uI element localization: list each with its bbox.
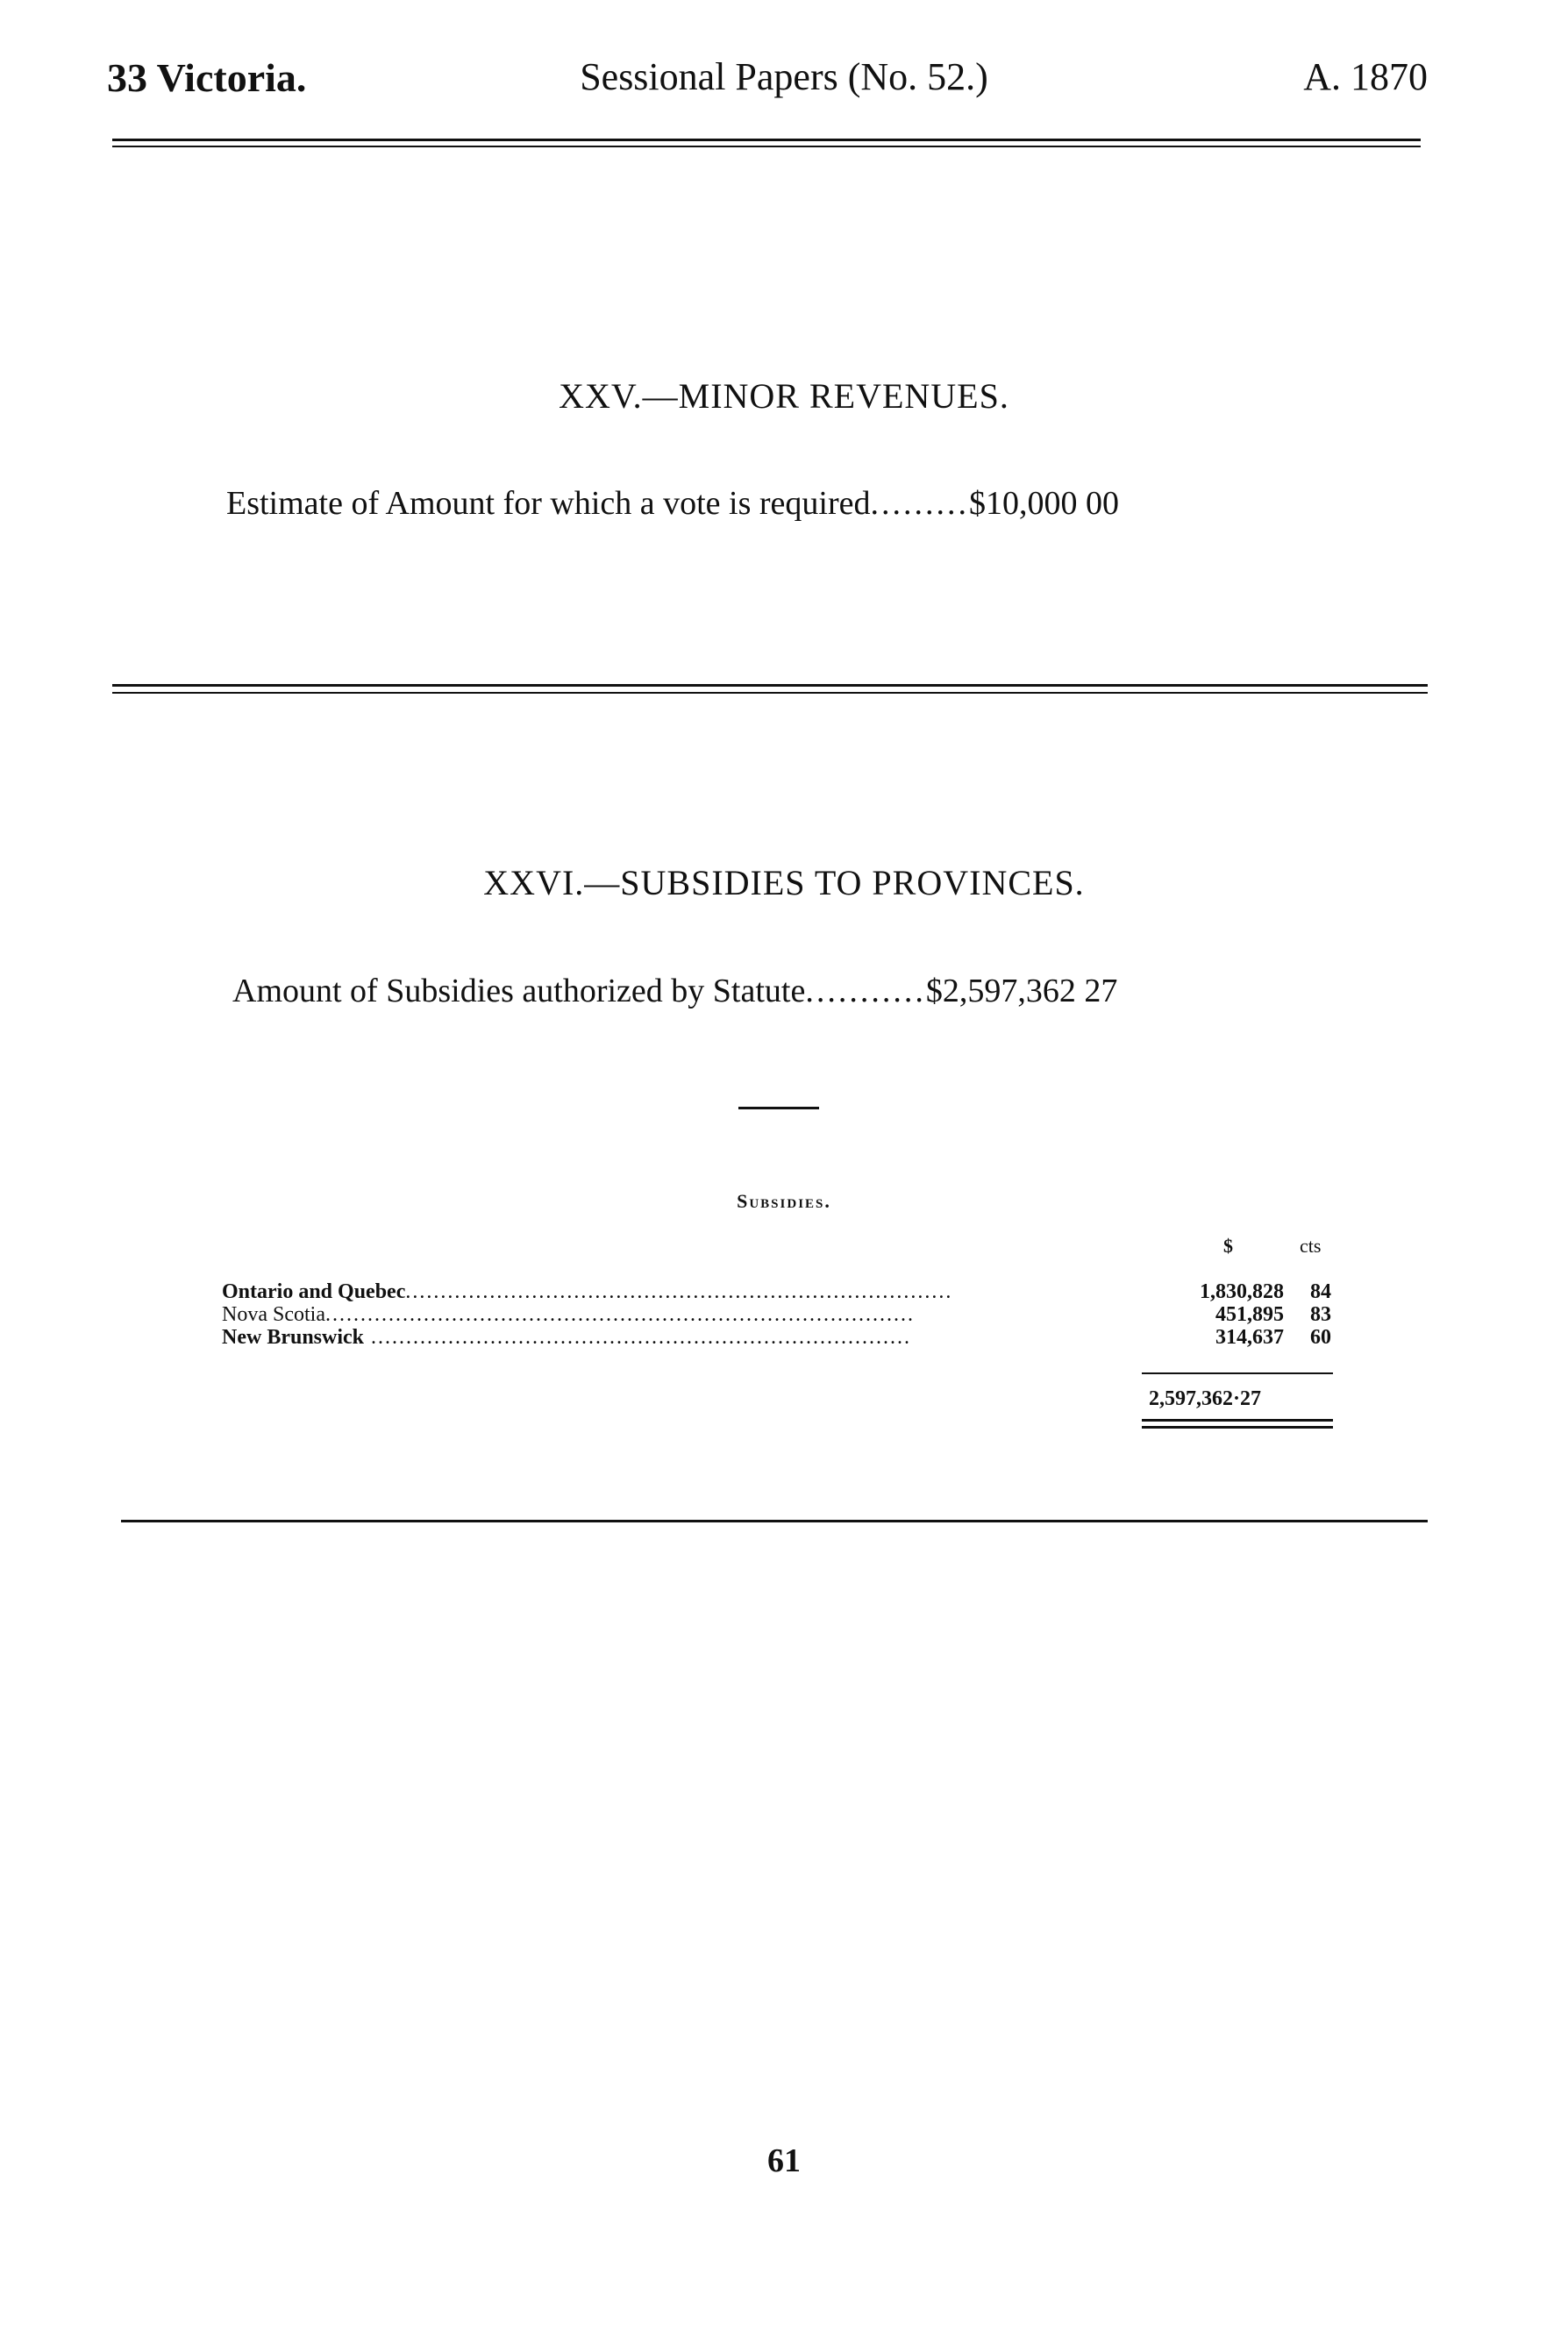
section-xxv-heading: XXV.—MINOR REVENUES. [559,376,1009,416]
table-row [222,1280,1331,1303]
table-row [222,1326,1331,1349]
section-xxv-label: Estimate of Amount for which a vote is required [226,485,871,522]
header-rule-bottom [112,146,1421,147]
column-cents-header: cts [1300,1235,1322,1257]
section-xxv-amount: $10,000 00 [969,485,1119,522]
table-row [222,1303,1331,1326]
page-number: 61 [767,2142,801,2179]
dot-leader: .............................................................................. [405,1280,953,1303]
column-dollars-header: $ [1223,1235,1233,1257]
total-rule-double-bottom [1142,1426,1333,1429]
dot-leader: .................................................................................... [324,1303,915,1326]
section-xxvi-label: Amount of Subsidies authorized by Statute [232,973,806,1009]
section-xxvi-leader: ........... [805,973,926,1009]
section-divider-bottom [112,692,1428,694]
subsidies-table [222,1280,1331,1349]
amount-cents: 83 [1310,1303,1331,1326]
amount-cents: 60 [1310,1326,1331,1349]
amount-dollars: 314,637 [1215,1326,1284,1349]
section-end-rule [121,1520,1428,1522]
section-divider-top [112,684,1428,687]
section-xxvi-statement [232,972,1117,1010]
dot-leader: ............................................................................. [364,1326,912,1349]
amount-cents: 84 [1310,1280,1331,1303]
section-xxvi-heading: XXVI.—SUBSIDIES TO PROVINCES. [483,863,1085,902]
short-separator [738,1107,819,1109]
province-name: Nova Scotia [222,1303,325,1326]
section-xxv-leader: ......... [870,485,969,522]
total-rule-double-top [1142,1419,1333,1422]
subsidies-total: 2,597,362·27 [1149,1387,1262,1410]
header-rule-top [112,139,1421,141]
province-name: New Brunswick [222,1326,365,1349]
header-title: Sessional Papers (No. 52.) [580,55,988,98]
total-rule-top [1142,1372,1333,1374]
section-xxv-statement [226,484,1119,523]
header-year: A. 1870 [1303,55,1428,98]
province-name: Ontario and Quebec [222,1280,406,1303]
amount-dollars: 451,895 [1215,1303,1284,1326]
section-xxvi-amount: $2,597,362 27 [925,973,1118,1009]
subsidies-title: Subsidies. [737,1190,831,1212]
header-session: 33 Victoria. [107,55,307,100]
amount-dollars: 1,830,828 [1200,1280,1284,1303]
